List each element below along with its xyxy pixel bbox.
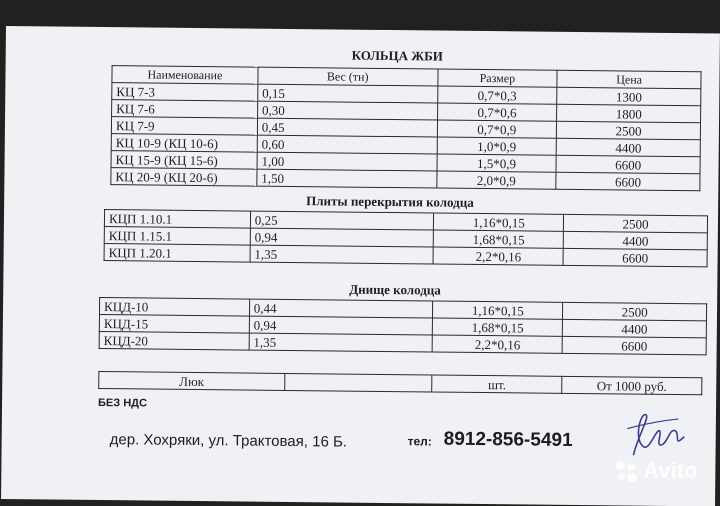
item-name: КЦД-15 [99, 314, 249, 333]
item-price: 6600 [563, 248, 707, 267]
bottoms-table [99, 297, 708, 355]
avito-watermark [616, 458, 697, 484]
bottoms-title: Днище колодца [349, 281, 441, 298]
item-weight: 0,45 [257, 118, 437, 137]
signature-icon [619, 406, 690, 463]
item-weight: 0,30 [257, 101, 437, 120]
rings-table [110, 65, 701, 191]
item-size: 1,16*0,15 [434, 213, 564, 231]
item-name: КЦП 1.20.1 [104, 244, 250, 263]
item-size: 2,2*0,16 [433, 247, 563, 265]
slabs-title: Плиты перекрытия колодца [306, 193, 474, 210]
item-size: 0,7*0,9 [437, 120, 557, 138]
item-size: 1,0*0,9 [437, 137, 557, 155]
item-name: КЦ 7-6 [112, 100, 258, 119]
item-price: 6600 [556, 155, 700, 174]
item-price: 4400 [563, 231, 707, 250]
item-size: 0,7*0,3 [437, 86, 557, 104]
item-name: КЦ 20-9 (КЦ 20-6) [111, 168, 257, 187]
avito-logo-icon [616, 461, 638, 483]
item-weight: 0,60 [257, 135, 437, 154]
item-name: КЦП 1.15.1 [104, 227, 250, 246]
item-weight: 0,94 [249, 316, 433, 335]
item-size: 0,7*0,6 [437, 103, 557, 121]
item-weight: 1,35 [250, 245, 434, 264]
item-weight: 1,35 [249, 333, 433, 352]
item-name: КЦ 7-3 [112, 83, 258, 102]
item-name: КЦП 1.10.1 [104, 210, 250, 229]
table-row [99, 371, 702, 394]
item-size: 2,0*0,9 [436, 171, 556, 189]
item-size: 1,68*0,15 [433, 318, 563, 336]
item-price: 1300 [557, 87, 701, 106]
header-size: Размер [437, 69, 557, 87]
hatch-price: От 1000 руб. [562, 376, 702, 394]
item-size: 1,5*0,9 [437, 154, 557, 172]
item-weight: 0,94 [250, 228, 434, 247]
item-name: КЦ 15-9 (КЦ 15-6) [111, 151, 257, 170]
hatch-name: Люк [99, 371, 285, 390]
item-weight: 0,25 [250, 211, 434, 230]
hatch-table [98, 371, 702, 395]
item-price: 2500 [564, 214, 708, 233]
item-weight: 1,50 [257, 169, 437, 188]
item-name: КЦ 7-9 [111, 117, 257, 136]
item-name: КЦД-10 [99, 297, 249, 316]
item-price: 1800 [557, 104, 701, 123]
phone-label: тел: [407, 434, 432, 449]
item-weight: 0,15 [258, 84, 438, 103]
header-weight: Вес (тн) [258, 67, 438, 86]
item-weight: 1,00 [257, 152, 437, 171]
item-name: КЦ 10-9 (КЦ 10-6) [111, 134, 257, 153]
header-price: Цена [557, 70, 701, 89]
item-price: 4400 [556, 138, 700, 157]
avito-text: Avito [643, 458, 698, 483]
item-price: 2500 [563, 302, 707, 321]
item-weight: 0,44 [249, 299, 433, 318]
item-name: КЦД-20 [99, 331, 249, 350]
vat-note: БЕЗ НДС [97, 396, 148, 410]
address: дер. Хохряки, ул. Трактовая, 16 Б. [109, 431, 348, 451]
item-price: 6600 [556, 172, 700, 191]
rings-title: КОЛЬЦА ЖБИ [351, 47, 443, 64]
hatch-blank [284, 373, 432, 392]
item-size: 1,16*0,15 [433, 301, 563, 319]
price-list-sheet [1, 26, 720, 506]
hatch-unit: шт. [432, 375, 562, 393]
item-price: 6600 [562, 336, 706, 355]
phone-number: 8912-856-5491 [443, 428, 573, 451]
header-name: Наименование [112, 66, 258, 85]
item-price: 4400 [563, 319, 707, 338]
item-price: 2500 [557, 121, 701, 140]
item-size: 1,68*0,15 [434, 230, 564, 248]
slabs-table [104, 209, 709, 267]
item-size: 2,2*0,16 [433, 335, 563, 353]
